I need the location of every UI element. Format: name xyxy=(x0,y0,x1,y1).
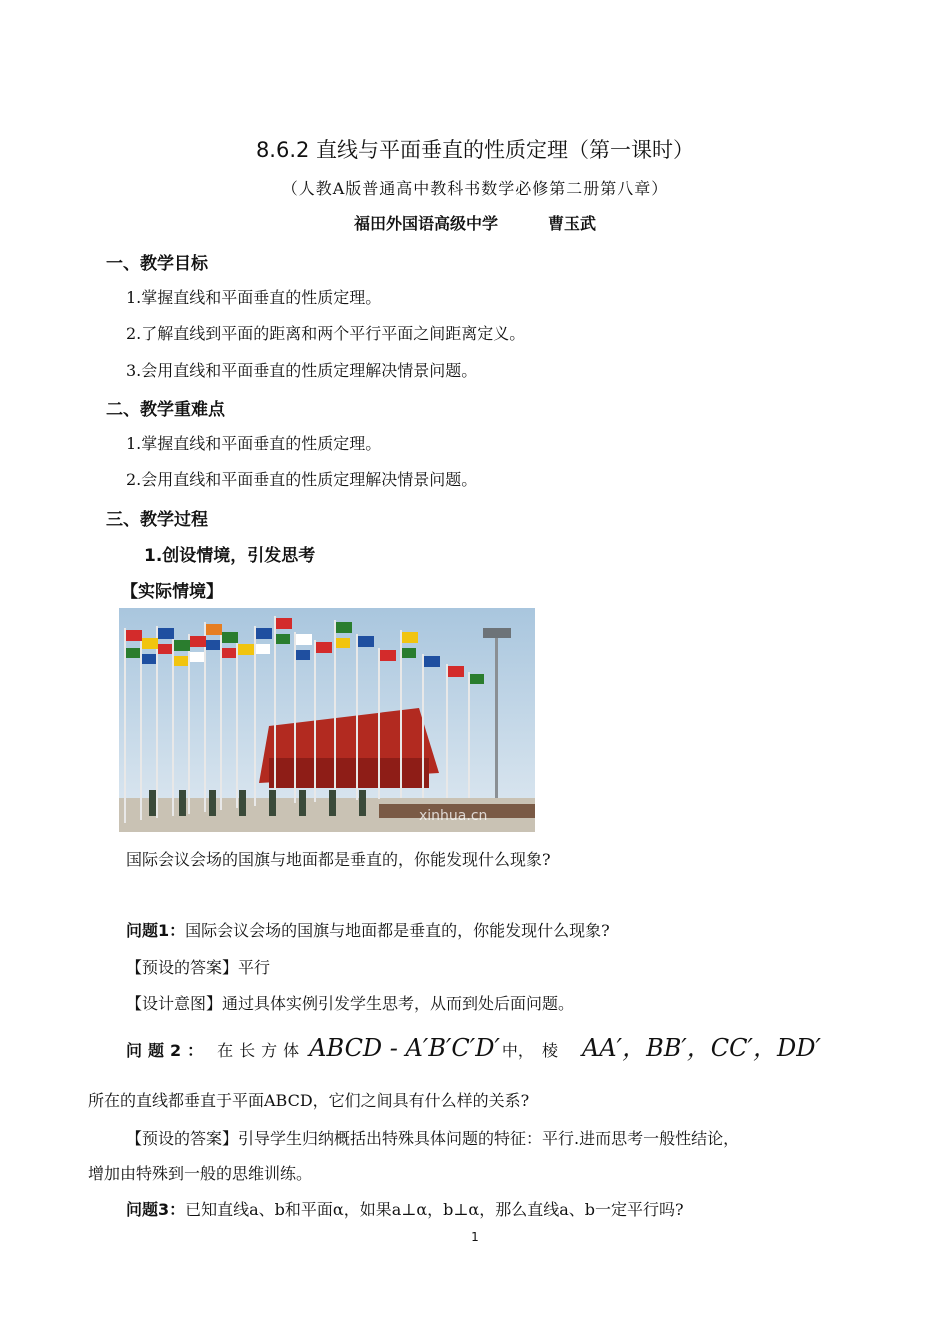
answer-1 xyxy=(126,955,270,978)
question-1-label: 问题1： xyxy=(126,921,186,940)
goal-item: 1.掌握直线和平面垂直的性质定理。 xyxy=(126,288,382,307)
question-3-text: 已知直线a、b和平面α，如果a⊥α，b⊥α，那么直线a、b一定平行吗? xyxy=(185,1200,684,1219)
question-3 xyxy=(126,1197,684,1220)
goal-item: 3.会用直线和平面垂直的性质定理解决情景问题。 xyxy=(126,361,478,380)
question-2-mid2: 棱 xyxy=(541,1041,558,1060)
intent-1-text: 通过具体实例引发学生思考，从而到处后面问题。 xyxy=(222,994,575,1013)
cuboid-expression: ABCD - A′B′C′D′ xyxy=(309,1034,500,1062)
edges-expression: AA′，BB′，CC′，DD′ xyxy=(581,1034,821,1062)
flags-photo xyxy=(119,608,535,832)
context-label: 【实际情境】 xyxy=(121,582,223,602)
key-point-item: 2.会用直线和平面垂直的性质定理解决情景问题。 xyxy=(126,470,478,489)
key-point-item: 1.掌握直线和平面垂直的性质定理。 xyxy=(126,434,382,453)
answer-2-label: 【预设的答案】 xyxy=(126,1129,239,1148)
section-heading-process: 三、教学过程 xyxy=(106,510,208,530)
question-2-label: 问题2： xyxy=(126,1041,210,1060)
question-2-prefix: 在长方体 xyxy=(217,1041,306,1060)
section-heading-key-points: 二、教学重难点 xyxy=(106,400,225,420)
answer-2 xyxy=(126,1126,739,1149)
photo-watermark: xinhua.cn xyxy=(419,808,488,824)
intent-1 xyxy=(126,991,574,1014)
question-2 xyxy=(126,1028,821,1063)
author-line xyxy=(0,211,950,234)
question-1 xyxy=(126,918,610,941)
photo-caption: 国际会议会场的国旗与地面都是垂直的，你能发现什么现象? xyxy=(126,850,551,869)
question-3-label: 问题3： xyxy=(126,1200,186,1219)
question-1-text: 国际会议会场的国旗与地面都是垂直的，你能发现什么现象? xyxy=(185,921,610,940)
author-name: 曹玉武 xyxy=(548,214,597,233)
page-number: 1 xyxy=(471,1230,479,1244)
page-title: 8.6.2 直线与平面垂直的性质定理（第一课时） xyxy=(255,138,695,162)
section-heading-goals: 一、教学目标 xyxy=(106,254,208,274)
question-2-line2: 所在的直线都垂直于平面ABCD，它们之间具有什么样的关系? xyxy=(88,1091,530,1110)
answer-2-text: 引导学生归纳概括出特殊具体问题的特征：平行.进而思考一般性结论， xyxy=(238,1129,740,1148)
goal-item: 2.了解直线到平面的距离和两个平行平面之间距离定义。 xyxy=(126,324,526,343)
answer-1-label: 【预设的答案】 xyxy=(126,958,239,977)
intent-1-label: 【设计意图】 xyxy=(126,994,223,1013)
school-name: 福田外国语高级中学 xyxy=(353,214,498,233)
step-heading: 1.创设情境，引发思考 xyxy=(144,546,316,566)
question-2-mid1: 中， xyxy=(501,1041,534,1060)
page-subtitle: （人教A版普通高中教科书数学必修第二册第八章） xyxy=(281,179,669,198)
answer-1-text: 平行 xyxy=(238,958,271,977)
answer-2-line2: 增加由特殊到一般的思维训练。 xyxy=(88,1164,313,1183)
